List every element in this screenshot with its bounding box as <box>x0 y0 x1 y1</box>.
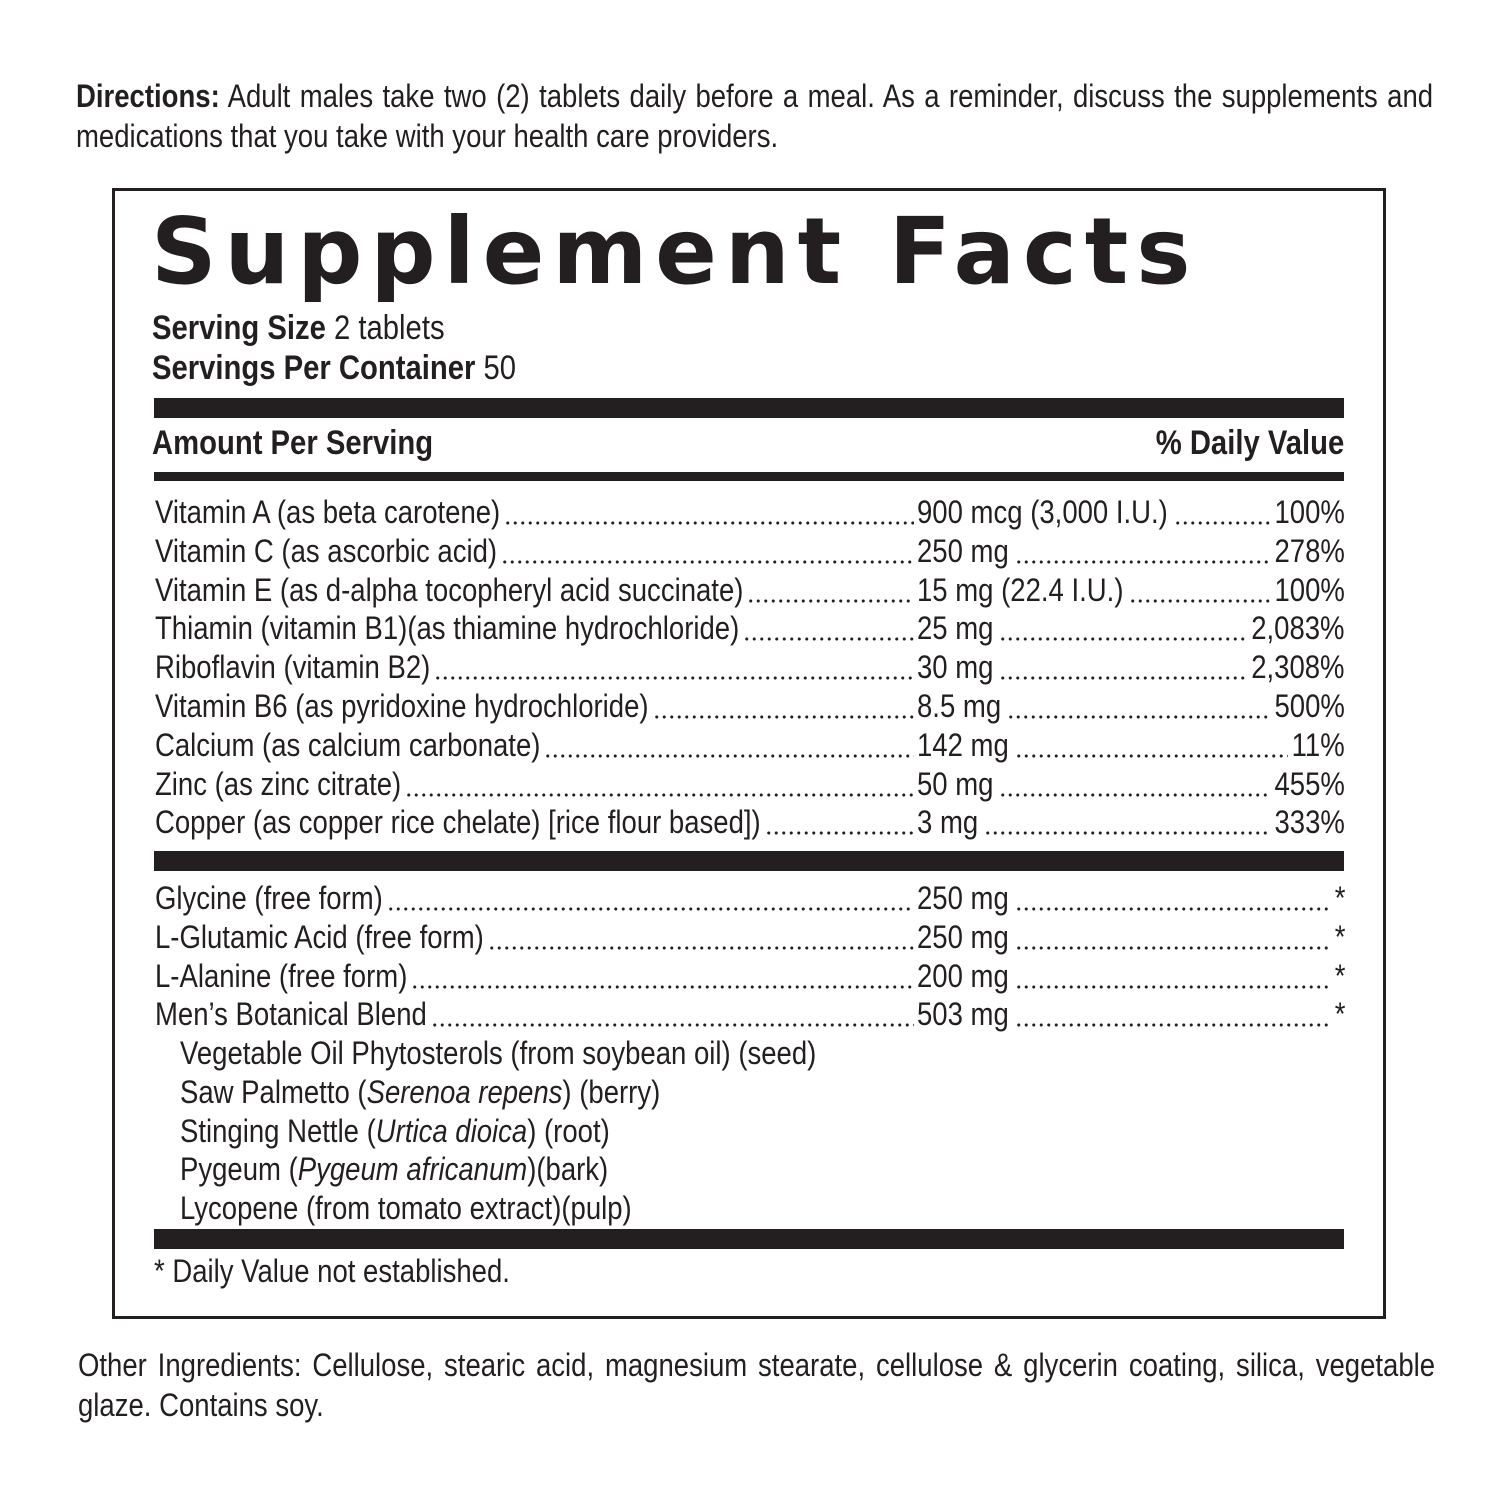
nutrient-name: Thiamin (vitamin B1)(as thiamine hydrochloride) <box>155 610 740 647</box>
leader-dots <box>999 637 1247 641</box>
divider-bar <box>154 472 1344 481</box>
serving-size <box>152 308 516 348</box>
divider-bar <box>154 1229 1344 1249</box>
serving-size-label: Serving Size <box>152 309 326 347</box>
nutrient-name: Vitamin A (as beta carotene) <box>155 494 501 530</box>
footnote: * Daily Value not established. <box>154 1253 510 1289</box>
leader-dots <box>1174 521 1271 525</box>
leader-dots <box>1015 560 1271 564</box>
nutrient-row <box>155 609 1345 648</box>
nutrient-row <box>155 765 1345 804</box>
nutrient-amount: 8.5 mg <box>917 687 1002 724</box>
nutrient-daily-value: 11% <box>1291 726 1345 763</box>
leader-dots <box>1015 907 1330 911</box>
nutrient-daily-value: 455% <box>1274 765 1345 802</box>
nutrient-row <box>155 957 1345 996</box>
leader-dots <box>1015 946 1330 950</box>
supplement-facts-panel <box>112 188 1386 1319</box>
blend-item: Vegetable Oil Phytosterols (from soybean oil) (seed) <box>180 1035 817 1071</box>
nutrient-amount: 900 mcg (3,000 I.U.) <box>917 494 1168 530</box>
blend-item-text: ) (berry) <box>562 1073 661 1110</box>
amount-per-serving-header: Amount Per Serving <box>152 424 434 462</box>
servings-per-container-label: Servings Per Container <box>152 349 476 387</box>
leader-dots <box>405 793 914 797</box>
leader-dots <box>1015 985 1330 989</box>
directions-label: Directions: <box>76 78 220 114</box>
nutrient-amount: 3 mg <box>917 804 979 841</box>
nutrient-row <box>155 726 1345 765</box>
nutrient-name: Copper (as copper rice chelate) [rice flour based]) <box>155 804 761 841</box>
leader-dots <box>488 946 914 950</box>
leader-dots <box>743 637 914 641</box>
botanical-blend-list <box>180 1034 1080 1228</box>
nutrient-row <box>155 571 1345 610</box>
nutrient-row <box>155 918 1345 957</box>
serving-size-value: 2 tablets <box>334 309 445 347</box>
blend-item-latin: Serenoa repens <box>366 1073 563 1110</box>
divider-bar <box>154 851 1344 871</box>
nutrient-amount: 15 mg (22.4 I.U.) <box>917 571 1124 608</box>
nutrient-name: Riboflavin (vitamin B2) <box>155 649 431 686</box>
blend-item-latin: Urtica dioica <box>375 1112 528 1149</box>
nutrient-row <box>155 995 1345 1034</box>
nutrient-amount: 25 mg <box>917 610 994 647</box>
nutrient-row <box>155 687 1345 726</box>
divider-bar <box>154 398 1344 418</box>
leader-dots <box>431 1023 914 1027</box>
nutrient-daily-value: 278% <box>1274 532 1345 569</box>
nutrient-daily-value: 333% <box>1274 804 1345 841</box>
daily-value-header: % Daily Value <box>1155 424 1344 462</box>
leader-dots <box>434 676 914 680</box>
other-ingredients: Other Ingredients: Cellulose, stearic acid, magnesium stearate, cellulose & glycerin coating, silica, vegetable glaze. Contains soy. <box>78 1347 1436 1423</box>
nutrient-name: Men’s Botanical Blend <box>155 996 427 1033</box>
blend-item-text: Saw Palmetto ( <box>180 1073 367 1110</box>
nutrient-daily-value: * <box>1334 996 1345 1033</box>
nutrient-name: Vitamin E (as d-alpha tocopheryl acid succinate) <box>155 571 744 608</box>
nutrient-name: Calcium (as calcium carbonate) <box>155 726 541 763</box>
leader-dots <box>999 676 1247 680</box>
blend-item <box>180 1112 954 1151</box>
blend-item-text: )(bark) <box>527 1151 609 1188</box>
nutrient-amount: 250 mg <box>917 532 1009 569</box>
leader-dots <box>984 831 1270 835</box>
nutrient-row <box>155 532 1345 571</box>
leader-dots <box>411 985 914 989</box>
leader-dots <box>1007 715 1270 719</box>
nutrient-daily-value: 2,083% <box>1251 610 1345 647</box>
other-nutrient-table <box>155 879 1345 1034</box>
panel-title: Supplement Facts <box>151 198 1199 305</box>
nutrient-table <box>155 493 1345 842</box>
blend-item-text: Stinging Nettle ( <box>180 1112 376 1149</box>
servings-per-container-value: 50 <box>483 349 517 387</box>
leader-dots <box>747 599 914 603</box>
leader-dots <box>653 715 914 719</box>
nutrient-amount: 503 mg <box>917 996 1009 1033</box>
nutrient-name: Glycine (free form) <box>155 880 383 916</box>
leader-dots <box>544 754 914 758</box>
leader-dots <box>387 907 914 911</box>
leader-dots <box>1015 754 1288 758</box>
blend-item: Lycopene (from tomato extract)(pulp) <box>180 1190 632 1227</box>
nutrient-amount: 142 mg <box>917 726 1009 763</box>
directions-text <box>76 76 1433 156</box>
nutrient-daily-value: * <box>1334 918 1345 955</box>
blend-item <box>180 1073 954 1112</box>
blend-item-text: ) (root) <box>527 1112 610 1149</box>
nutrient-row <box>155 879 1345 918</box>
nutrient-amount: 200 mg <box>917 957 1009 994</box>
nutrient-name: Zinc (as zinc citrate) <box>155 765 402 802</box>
nutrient-name: L-Glutamic Acid (free form) <box>155 918 484 955</box>
blend-item <box>180 1150 954 1189</box>
nutrient-name: Vitamin C (as ascorbic acid) <box>155 532 498 569</box>
nutrient-name: Vitamin B6 (as pyridoxine hydrochloride) <box>155 687 649 724</box>
leader-dots <box>1015 1023 1330 1027</box>
nutrient-name: L-Alanine (free form) <box>155 957 408 994</box>
nutrient-daily-value: 100% <box>1274 571 1345 608</box>
nutrient-daily-value: * <box>1334 880 1345 916</box>
leader-dots <box>1129 599 1270 603</box>
nutrient-row <box>155 803 1345 842</box>
nutrient-row <box>155 648 1345 687</box>
leader-dots <box>999 793 1270 797</box>
nutrient-amount: 50 mg <box>917 765 994 802</box>
directions-body: Adult males take two (2) tablets daily before a meal. As a reminder, discuss the supplements and medications that you take with your health care providers. <box>76 78 1434 154</box>
nutrient-amount: 250 mg <box>917 880 1009 916</box>
blend-item-latin: Pygeum africanum <box>297 1151 528 1188</box>
nutrient-row <box>155 493 1345 532</box>
blend-item-text: Pygeum ( <box>180 1151 298 1188</box>
nutrient-amount: 250 mg <box>917 918 1009 955</box>
leader-dots <box>504 521 914 525</box>
serving-info <box>152 308 516 388</box>
servings-per-container <box>152 348 516 388</box>
leader-dots <box>501 560 914 564</box>
nutrient-daily-value: 2,308% <box>1251 649 1345 686</box>
nutrient-amount: 30 mg <box>917 649 994 686</box>
nutrient-daily-value: * <box>1334 957 1345 994</box>
nutrient-daily-value: 500% <box>1274 687 1345 724</box>
nutrient-daily-value: 100% <box>1274 494 1345 530</box>
leader-dots <box>765 831 914 835</box>
